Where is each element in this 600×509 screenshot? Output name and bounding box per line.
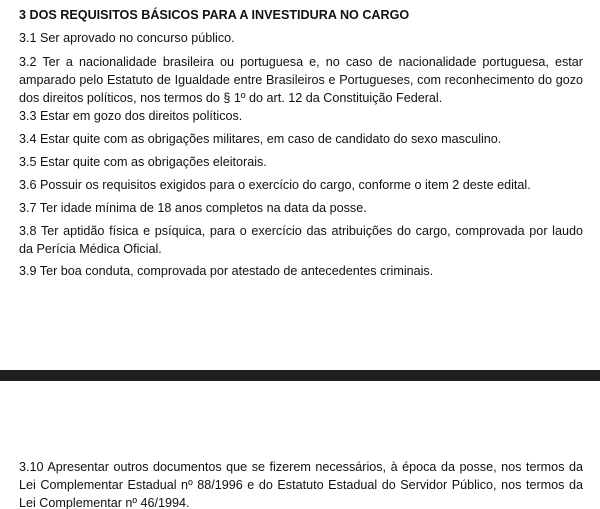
section-heading: 3 DOS REQUISITOS BÁSICOS PARA A INVESTIDURA NO CARGO [19,8,410,22]
requirement-item-3-3: 3.3 Estar em gozo dos direitos políticos. [19,109,243,123]
requirement-item-3-9: 3.9 Ter boa conduta, comprovada por atestado de antecedentes criminais. [19,264,434,278]
page-break-divider [0,370,600,381]
requirement-item-3-4: 3.4 Estar quite com as obrigações militares, em caso de candidato do sexo masculino. [19,132,502,146]
requirement-item-3-1: 3.1 Ser aprovado no concurso público. [19,31,235,45]
requirement-item-3-7: 3.7 Ter idade mínima de 18 anos completos na data da posse. [19,201,367,215]
requirement-item-3-5: 3.5 Estar quite com as obrigações eleitorais. [19,155,267,169]
requirement-item-3-10: 3.10 Apresentar outros documentos que se fizerem necessários, à época da posse, nos termos da Lei Complementar Estadual nº 88/1996 e do Estatuto Estadual do Servidor Público, nos termos da Lei Complementar nº 46/1994. [19,460,583,509]
requirement-item-3-6: 3.6 Possuir os requisitos exigidos para o exercício do cargo, conforme o item 2 deste edital. [19,178,531,192]
requirement-item-3-8: 3.8 Ter aptidão física e psíquica, para o exercício das atribuições do cargo, comprovada por laudo da Perícia Médica Oficial. [19,224,583,256]
document-page-lower [0,381,600,509]
requirement-item-3-2: 3.2 Ter a nacionalidade brasileira ou portuguesa e, no caso de nacionalidade portuguesa, estar amparado pelo Estatuto de Igualdade entre Brasileiros e Portugueses, com reconhecimento do gozo dos direitos políticos, nos termos do § 1º do art. 12 da Constituição Federal. [19,55,583,105]
